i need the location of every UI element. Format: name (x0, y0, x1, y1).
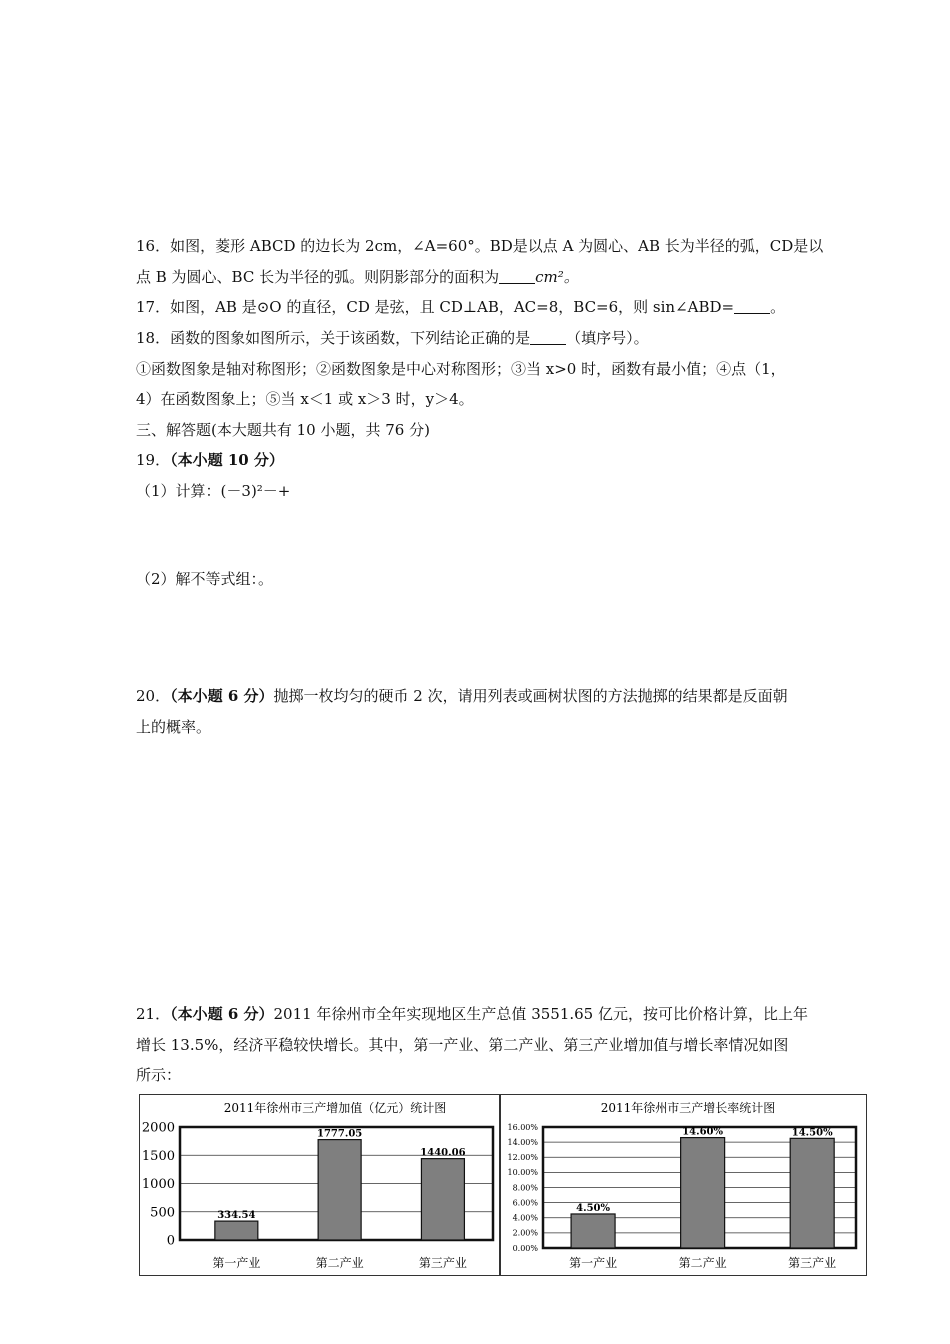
x-category-label: 第一产业 (212, 1256, 261, 1270)
q19-part2: （2）解不等式组：。 (136, 570, 274, 588)
q18-end: （填序号）。 (566, 329, 649, 347)
bar (215, 1221, 258, 1240)
q16-line2 (136, 267, 579, 287)
bar-value-label: 14.60% (682, 1126, 724, 1138)
q17-answer-blank[interactable] (734, 299, 770, 314)
chart-value-added (139, 1094, 500, 1276)
y-tick-label: 0 (166, 1233, 175, 1249)
q16-text: 点 B 为圆心、BC 长为半径的弧。则阴影部分的面积为 (136, 268, 500, 286)
q18-text: 18．函数的图象如图所示，关于该函数，下列结论正确的是 (136, 329, 531, 347)
q20-line1 (136, 686, 788, 706)
chart-growth-rate-svg (501, 1095, 866, 1275)
q21-line3: 所示： (136, 1066, 182, 1084)
bar (681, 1138, 725, 1248)
bar-value-label: 1777.05 (317, 1128, 363, 1140)
q21-line1 (136, 1004, 808, 1024)
y-tick-label: 2.00% (512, 1228, 538, 1238)
x-category-label: 第三产业 (418, 1256, 467, 1270)
y-tick-label: 12.00% (507, 1153, 538, 1163)
q18-answer-blank[interactable] (530, 330, 566, 345)
y-tick-label: 14.00% (507, 1137, 538, 1147)
y-tick-label: 4.00% (512, 1213, 538, 1223)
y-tick-label: 0.00% (512, 1243, 538, 1253)
y-tick-label: 8.00% (512, 1183, 538, 1193)
q21-number: 21． (136, 1005, 171, 1023)
q21-text: 2011 年徐州市全年实现地区生产总值 3551.65 亿元，按可比价格计算，比上年 (273, 1005, 808, 1023)
x-category-label: 第二产业 (678, 1256, 727, 1270)
bar-value-label: 14.50% (791, 1127, 833, 1139)
bar (318, 1140, 361, 1240)
section-3-heading: 三、解答题(本大题共有 10 小题，共 76 分) (136, 421, 430, 439)
q19-heading (136, 450, 284, 470)
y-tick-label: 1500 (141, 1148, 175, 1164)
q19-part1: （1）计算：(－3)²－+ (136, 482, 291, 500)
q20-number: 20． (136, 687, 171, 705)
y-tick-label: 1000 (141, 1177, 175, 1193)
q21-line2: 增长 13.5%，经济平稳较快增长。其中，第一产业、第二产业、第三产业增加值与增长率情况如图 (136, 1036, 789, 1054)
q20-score: （本小题 6 分） (170, 687, 274, 705)
q21-score: （本小题 6 分） (170, 1005, 274, 1023)
bar-value-label: 4.50% (576, 1202, 611, 1214)
q19-number: 19． (136, 451, 171, 469)
y-tick-label: 2000 (141, 1120, 175, 1136)
y-tick-label: 500 (150, 1205, 175, 1221)
x-category-label: 第三产业 (788, 1256, 837, 1270)
q20-line2: 上的概率。 (136, 718, 212, 736)
bar-value-label: 334.54 (217, 1210, 256, 1222)
x-category-label: 第一产业 (569, 1256, 618, 1270)
q19-score: （本小题 10 分） (170, 451, 284, 469)
bar (421, 1159, 464, 1240)
q17-line (136, 297, 785, 317)
q16-line1: 16．如图，菱形 ABCD 的边长为 2cm，∠A=60°。BD是以点 A 为圆心、AB 长为半径的弧，CD是以 (136, 237, 824, 255)
y-tick-label: 10.00% (507, 1168, 538, 1178)
q18-line (136, 328, 649, 348)
bar (571, 1214, 615, 1248)
y-tick-label: 16.00% (507, 1122, 538, 1132)
bar (790, 1138, 834, 1248)
y-tick-label: 6.00% (512, 1198, 538, 1208)
chart-value-added-svg (140, 1095, 499, 1275)
q20-text: 抛掷一枚均匀的硬币 2 次，请用列表或画树状图的方法抛掷的结果都是反面朝 (273, 687, 788, 705)
chart-title: 2011年徐州市三产增长率统计图 (600, 1101, 776, 1115)
q18-options-line2: 4）在函数图象上；⑤当 x＜1 或 x＞3 时，y＞4。 (136, 390, 474, 408)
chart-title: 2011年徐州市三产增加值（亿元）统计图 (223, 1101, 447, 1115)
q18-options-line1: ①函数图象是轴对称图形；②函数图象是中心对称图形；③当 x>0 时，函数有最小值；④点（1， (136, 360, 786, 378)
chart-growth-rate (500, 1094, 867, 1276)
q17-end: 。 (770, 298, 786, 316)
x-category-label: 第二产业 (315, 1256, 364, 1270)
q16-answer-blank[interactable] (499, 269, 535, 284)
q16-unit: cm²。 (535, 268, 579, 286)
bar-value-label: 1440.06 (420, 1147, 466, 1159)
q17-text: 17．如图，AB 是⊙O 的直径，CD 是弦，且 CD⊥AB，AC=8，BC=6，则 sin∠ABD= (136, 298, 735, 316)
